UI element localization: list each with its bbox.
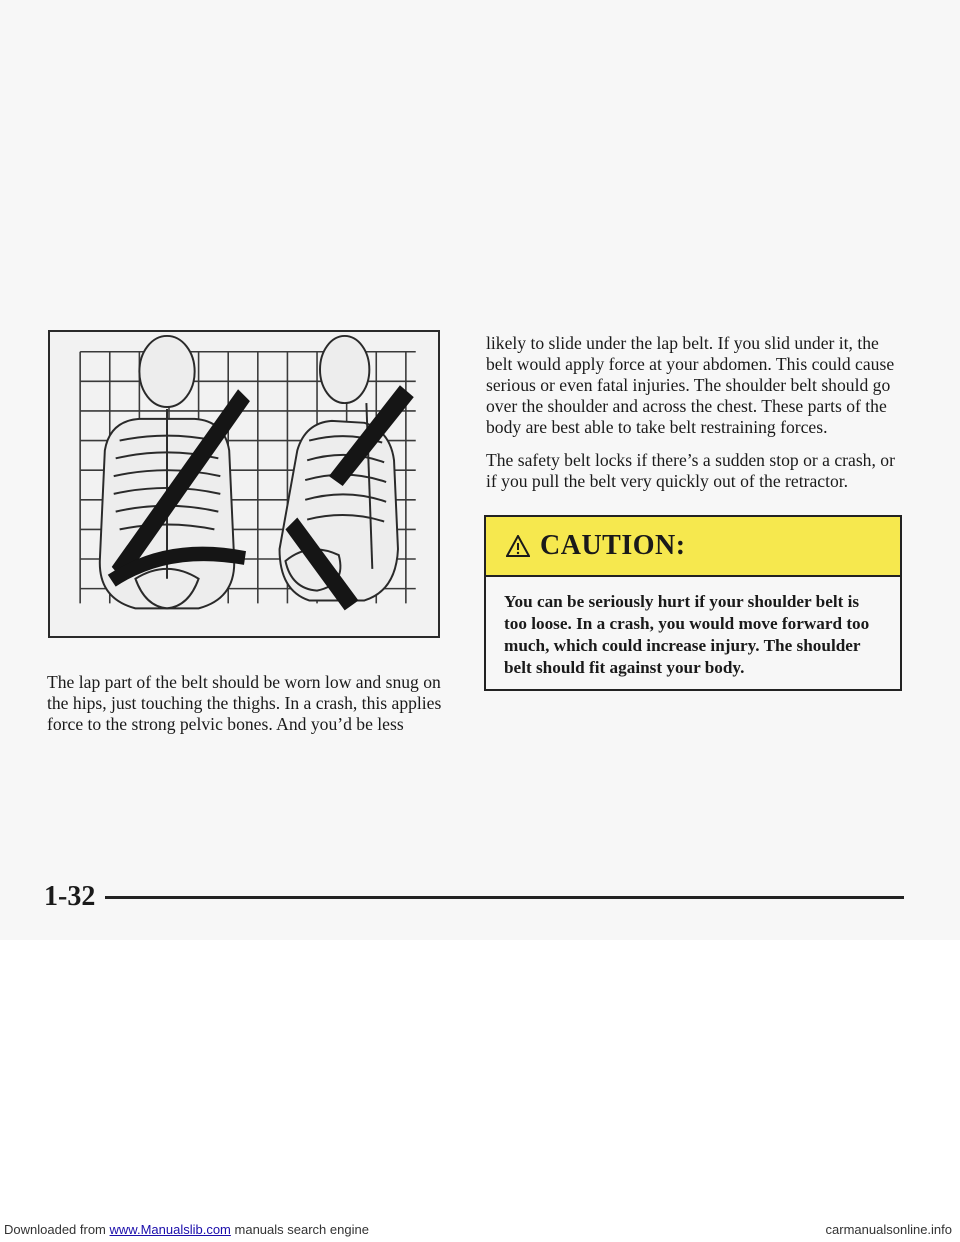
watermark-suffix: manuals search engine [234,1222,369,1237]
manualslib-link[interactable]: www.Manualslib.com [109,1222,231,1237]
page-footer [44,883,904,911]
skeleton-belt-drawing [50,332,438,636]
lap-belt-continuation-paragraph: likely to slide under the lap belt. If you slid under it, the belt would apply force at your abdomen. This could cause serious or even fatal injuries. The shoulder belt should go over the shoulder and across the chest. These parts of the body are best able to take belt restraining forces. [486,333,895,437]
belt-locks-paragraph: The safety belt locks if there’s a sudden stop or a crash, or if you pull the belt very quickly out of the retractor. [486,450,895,491]
warning-triangle-icon [506,535,530,557]
right-column [486,333,906,504]
safety-belt-illustration [48,330,440,638]
caution-box [484,515,902,691]
footer-rule [105,896,904,899]
page-number: 1-32 [44,881,96,912]
lap-belt-paragraph: The lap part of the belt should be worn low and snug on the hips, just touching the thighs. In a crash, this applies force to the strong pelvic bones. And you’d be less [47,672,442,734]
site-watermark: carmanualsonline.info [825,1222,952,1237]
caution-header [486,517,900,577]
watermark-prefix: Downloaded from [4,1222,106,1237]
caution-body: You can be seriously hurt if your shoulder belt is too loose. In a crash, you would move forward too much, which could increase injury. The shoulder belt should fit against your body. [504,592,870,677]
caution-title: CAUTION: [540,530,686,561]
download-watermark [4,1222,369,1237]
